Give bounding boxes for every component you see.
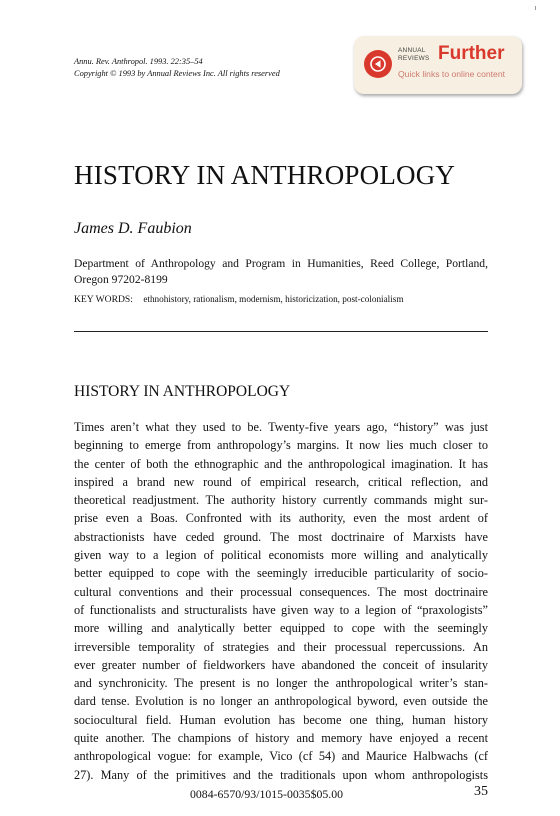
article-author: James D. Faubion xyxy=(74,220,192,237)
body-line: of functionalists and structuralists have given way to a legion of “praxologists” xyxy=(74,602,488,617)
body-line: given way to a legion of political economists more willing and analytically xyxy=(74,548,488,563)
keywords-label: KEY WORDS: xyxy=(74,294,133,305)
body-line: irreversible temporality of strategies and their processual repercussions. An xyxy=(74,639,488,654)
body-line: ever greater number of fieldworkers have abandoned the conceit of insularity xyxy=(74,657,488,672)
body-line: dard tense. Evolution is no longer an anthropological byword, even outside the xyxy=(74,694,488,709)
body-paragraph xyxy=(74,418,488,784)
keywords xyxy=(74,294,404,305)
annual-reviews-further-badge[interactable] xyxy=(354,36,522,94)
journal-citation xyxy=(74,56,280,80)
badge-further-text: Further xyxy=(438,43,505,64)
citation-line-2: Copyright © 1993 by Annual Reviews Inc. All rights reserved xyxy=(74,69,280,78)
page-number: 35 xyxy=(474,784,488,799)
badge-quick-links[interactable]: Quick links to online content xyxy=(398,69,506,79)
citation-line-1: Annu. Rev. Anthropol. 1993. 22:35–54 xyxy=(74,57,203,66)
body-line: the center of both the ethnographic and the anthropological imagination. It has xyxy=(74,456,488,471)
play-arrow-icon xyxy=(364,50,392,78)
body-line: cultural conventions and their processual consequences. The most doctrinaire xyxy=(74,584,488,599)
keywords-list: ethnohistory, rationalism, modernism, historicization, post-colonialism xyxy=(143,294,404,304)
body-line: theoretical readjustment. The authority history currently commands might sur- xyxy=(74,493,488,508)
body-line: more willing and analytically better equipped to cope with the seemingly xyxy=(74,621,488,636)
body-line: 27). Many of the primitives and the traditionals upon whom anthropologists xyxy=(74,767,488,782)
badge-reviews-text: REVIEWS xyxy=(398,54,430,62)
badge-annual-text: ANNUAL xyxy=(398,47,426,54)
section-heading: HISTORY IN ANTHROPOLOGY xyxy=(74,383,291,400)
body-line: abstractionists have ceded ground. The most doctrinaire of Marxists have xyxy=(74,529,488,544)
body-line: Times aren’t what they used to be. Twenty-five years ago, “history” was just xyxy=(74,420,488,434)
body-line: quite another. The champions of history and memory have enjoyed a recent xyxy=(74,731,488,746)
divider-rule xyxy=(74,331,488,332)
body-line: anthropological vogue: for example, Vico (cf 54) and Maurice Halbwachs (cf xyxy=(74,749,488,764)
body-line: better equipped to cope with the seemingly irreducible particularity of socio- xyxy=(74,566,488,581)
corner-mark xyxy=(535,6,536,10)
annual-reviews-logo xyxy=(398,47,430,62)
body-line: beginning to emerge from anthropology’s margins. It now lies much closer to xyxy=(74,438,488,453)
body-line: prise even a Boas. Confronted with its authority, even the most ardent of xyxy=(74,511,488,526)
author-affiliation: Department of Anthropology and Program in Humanities, Reed College, Portland, Oregon 97202-8199 xyxy=(74,257,488,286)
article-title: HISTORY IN ANTHROPOLOGY xyxy=(74,160,456,190)
body-line: sociocultural field. Human evolution has become one thing, human history xyxy=(74,712,488,727)
article-code: 0084-6570/93/1015-0035$05.00 xyxy=(190,787,344,801)
body-line: and synchronicity. The present is no longer the anthropological writer’s stan- xyxy=(74,676,488,691)
body-line: inspired a brand new round of empirical research, critical reflection, and xyxy=(74,474,488,489)
